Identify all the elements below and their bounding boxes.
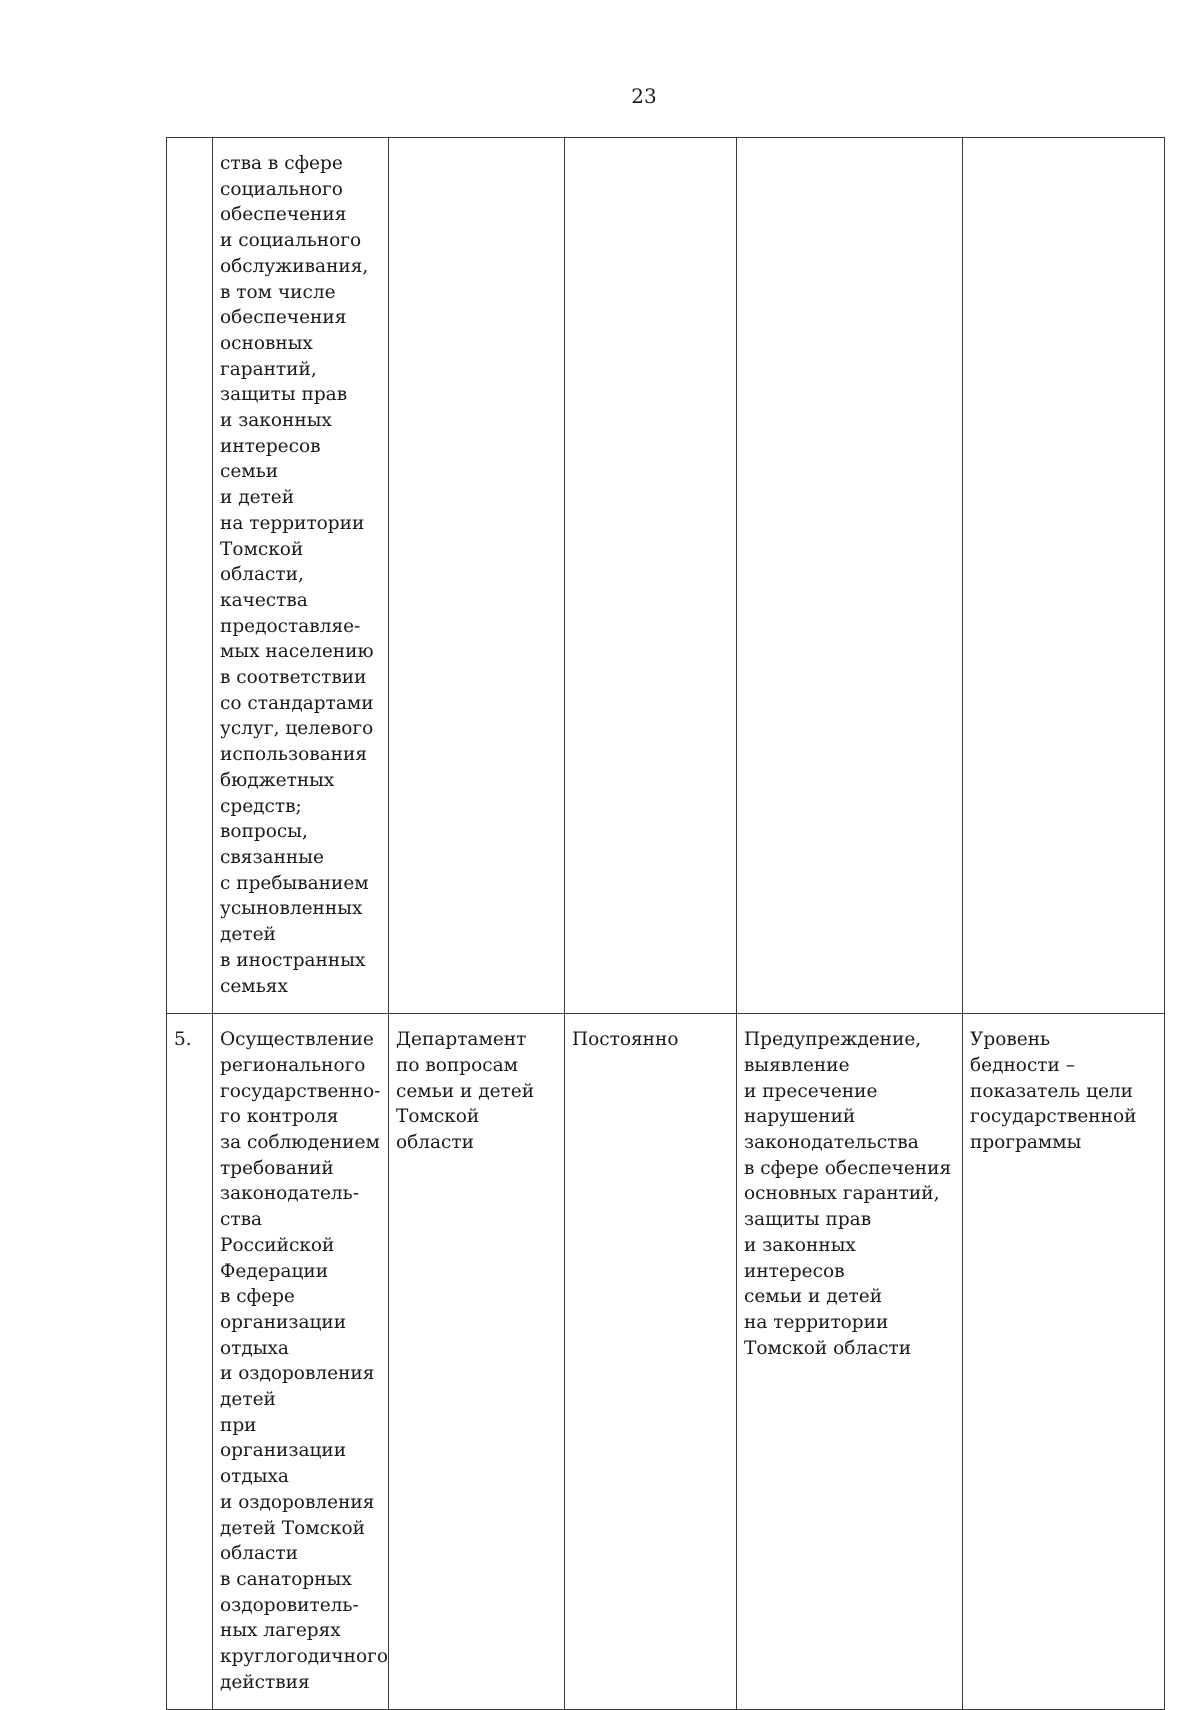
indicator-cell (963, 138, 1165, 1014)
control-subject-cell: Осуществление регионального государственно- го контроля за соблюдением требований законодатель- ства Российской Федерации в сфере организации отдыха и оздоровления детей при организации отдыха и оздоровления детей Томской области в санаторных оздоровитель- ных лагерях круглогодичного действия (213, 1014, 389, 1710)
indicator-cell: Уровень бедности – показатель цели государственной программы (963, 1014, 1165, 1710)
responsible-authority-cell: Департамент по вопросам семьи и детей Томской области (389, 1014, 565, 1710)
page-number: 23 (631, 84, 657, 108)
table-row (167, 138, 1165, 1014)
row-number-cell (167, 138, 213, 1014)
row-number-cell: 5. (167, 1014, 213, 1710)
table-row (167, 1014, 1165, 1710)
control-subject-cell: ства в сфере социального обеспечения и социального обслуживания, в том числе обеспечения основных гарантий, защиты прав и законных интересов семьи и детей на территории Томской области, качества предоставляе- мых населению в соответствии со стандартами услуг, целевого использования бюджетных средств; вопросы, связанные с пребыванием усыновленных детей в иностранных семьях (213, 138, 389, 1014)
period-cell (565, 138, 737, 1014)
measures-table (166, 137, 1165, 1710)
period-cell: Постоянно (565, 1014, 737, 1710)
expected-result-cell: Предупреждение, выявление и пресечение нарушений законодательства в сфере обеспечения основных гарантий, защиты прав и законных интересов семьи и детей на территории Томской области (737, 1014, 963, 1710)
responsible-authority-cell (389, 138, 565, 1014)
expected-result-cell (737, 138, 963, 1014)
